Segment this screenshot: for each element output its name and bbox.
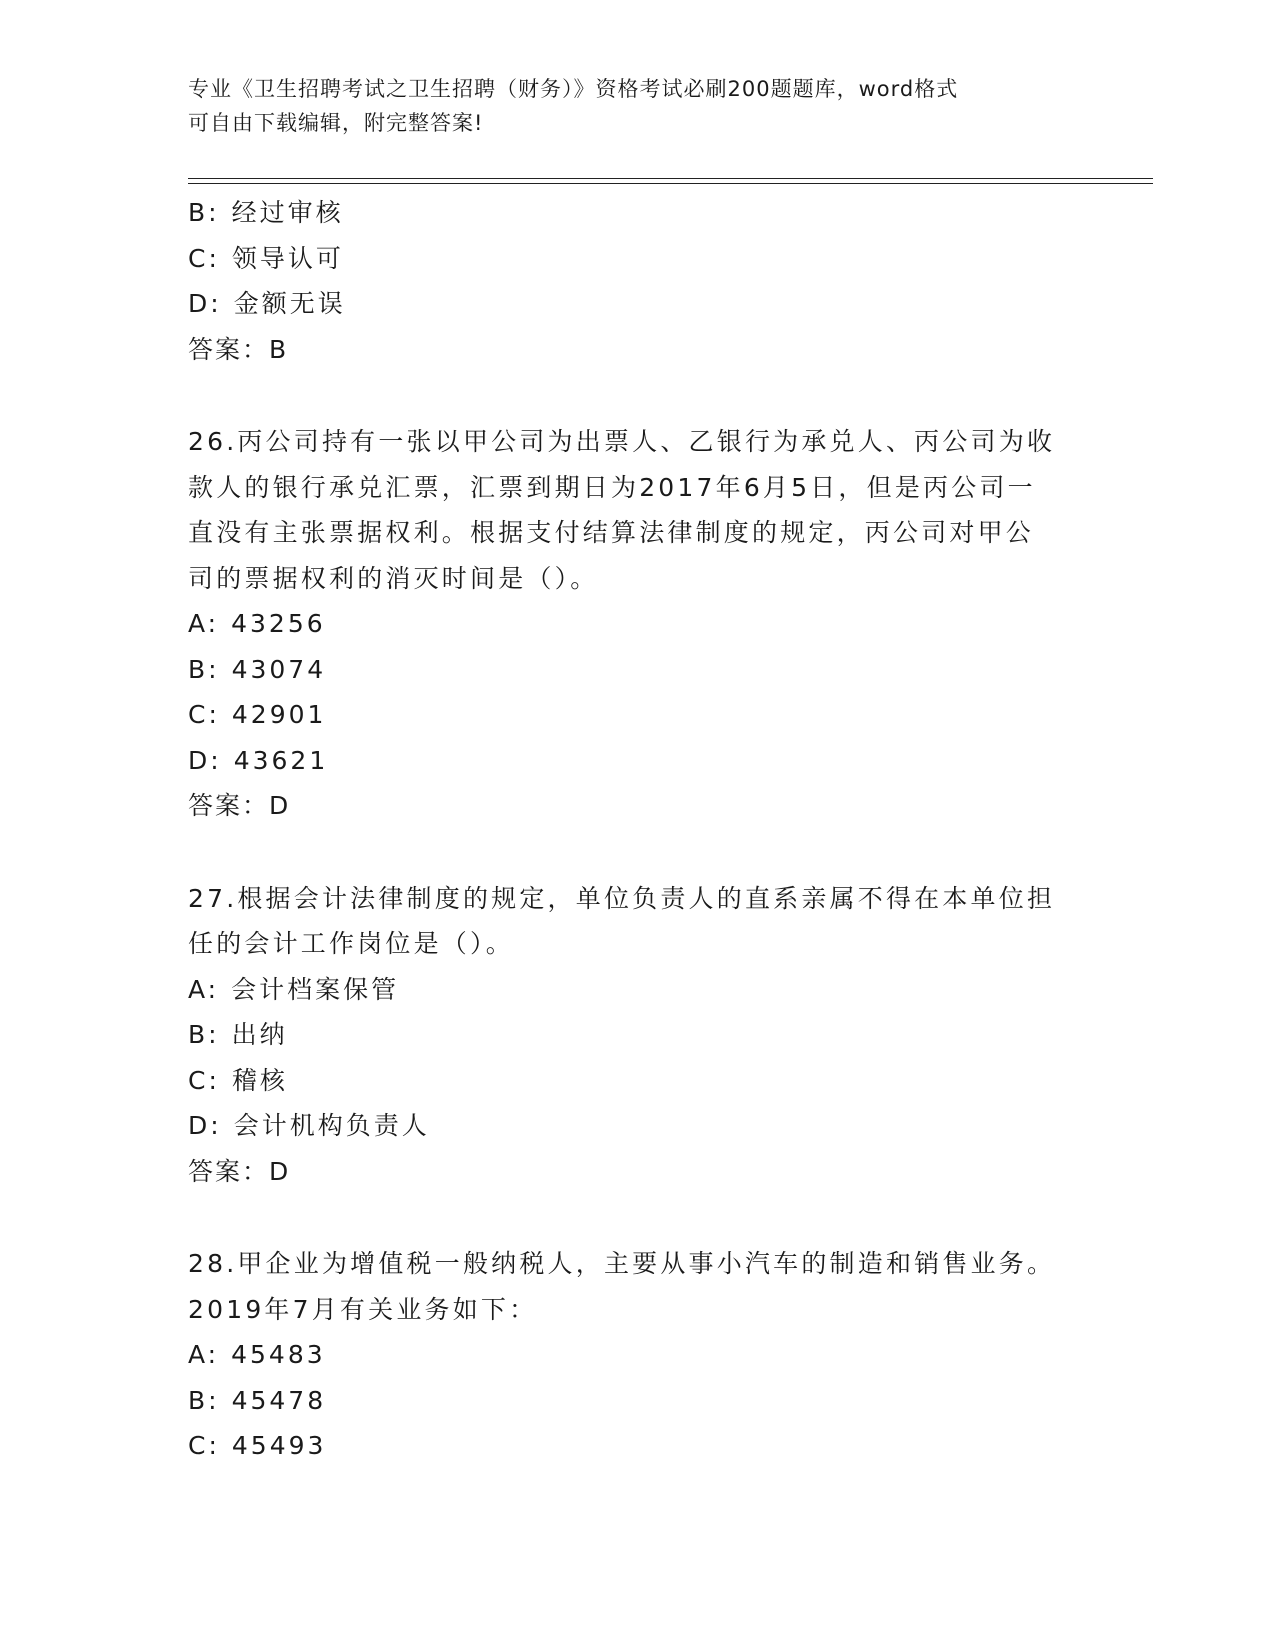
option-text: 45483 <box>231 1340 326 1369</box>
option-text: 领导认可 <box>231 243 344 273</box>
question-stem-line: 26.丙公司持有一张以甲公司为出票人、乙银行为承兑人、丙公司为收 <box>188 427 1056 456</box>
question-27 <box>188 876 1088 1195</box>
option-c: C: 45493 <box>188 1431 327 1460</box>
header-rule-bottom <box>188 183 1153 184</box>
option-a: A: 45483 <box>188 1340 326 1369</box>
option-d: D: 会计机构负责人 <box>188 1111 430 1140</box>
option-text: 经过审核 <box>231 198 344 227</box>
document-header <box>188 72 1068 140</box>
question-stem-line: 款人的银行承兑汇票，汇票到期日为2017年6月5日，但是丙公司一 <box>188 472 1036 502</box>
question-stem-line: 司的票据权利的消灭时间是（）。 <box>188 563 599 593</box>
option-a: A: 会计档案保管 <box>188 974 400 1004</box>
question-stem-line: 直没有主张票据权利。根据支付结算法律制度的规定，丙公司对甲公 <box>188 518 1035 547</box>
option-text: 45478 <box>231 1385 327 1415</box>
option-text: 稽核 <box>231 1065 288 1095</box>
option-c: C: 42901 <box>188 700 327 729</box>
question-stem-line: 28.甲企业为增值税一般纳税人，主要从事小汽车的制造和销售业务。 <box>188 1249 1056 1278</box>
header-title-line-2: 可自由下载编辑，附完整答案! <box>188 111 484 135</box>
question-stem-line: 任的会计工作岗位是（）。 <box>188 929 514 958</box>
option-c: C: 领导认可 <box>188 243 344 273</box>
option-text: 43256 <box>231 609 326 638</box>
question-25-tail <box>188 190 1088 372</box>
answer-line: 答案：D <box>188 1156 291 1186</box>
answer-line: 答案：B <box>188 334 289 364</box>
option-text: 出纳 <box>231 1020 288 1049</box>
option-b: B: 43074 <box>188 654 327 684</box>
option-b: B: 45478 <box>188 1385 327 1415</box>
option-text: 金额无误 <box>233 289 346 318</box>
option-text: 42901 <box>231 700 327 729</box>
answer-line: 答案：D <box>188 791 291 820</box>
option-b: B: 出纳 <box>188 1020 288 1049</box>
option-c: C: 稽核 <box>188 1065 288 1095</box>
option-a: A: 43256 <box>188 609 326 638</box>
option-d: D: 金额无误 <box>188 289 346 318</box>
option-text: 会计档案保管 <box>231 974 400 1004</box>
option-text: 45493 <box>231 1431 327 1460</box>
question-26 <box>188 419 1088 829</box>
question-stem-line: 27.根据会计法律制度的规定，单位负责人的直系亲属不得在本单位担 <box>188 883 1056 913</box>
option-b: B: 经过审核 <box>188 198 344 227</box>
question-28 <box>188 1241 1088 1469</box>
header-title-line-1: 专业《卫生招聘考试之卫生招聘（财务）》资格考试必刷200题题库，word格式 <box>188 77 959 101</box>
option-text: 43074 <box>231 654 327 684</box>
option-text: 43621 <box>233 745 329 775</box>
option-d: D: 43621 <box>188 745 329 775</box>
question-stem-line: 2019年7月有关业务如下： <box>188 1294 538 1324</box>
option-text: 会计机构负责人 <box>233 1111 430 1140</box>
header-rule-top <box>188 178 1153 179</box>
document-body <box>188 190 1088 1469</box>
